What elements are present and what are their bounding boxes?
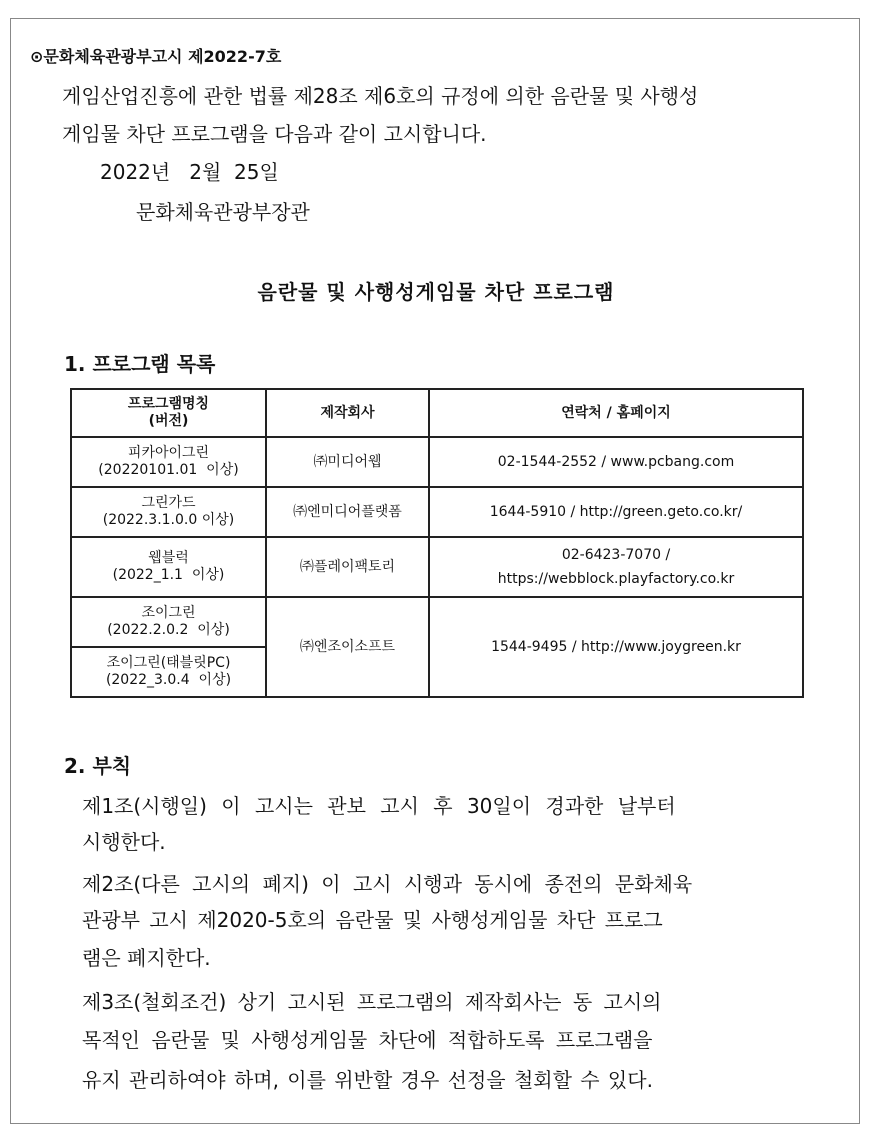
contact: 1544-9495 / http://www.joygreen.kr	[429, 597, 803, 697]
article-line: 유지 관리하여야 하며, 이를 위반할 경우 선정을 철회할 수 있다.	[82, 1068, 653, 1092]
column-header-company: 제작회사	[266, 389, 429, 437]
program-name: 조이그린(태블릿PC) (2022_3.0.4 이상)	[71, 647, 266, 697]
company: ㈜미디어웹	[266, 437, 429, 487]
table-row	[71, 437, 803, 487]
section1-heading: 1. 프로그램 목록	[64, 352, 216, 376]
program-name: 피카아이그린 (20220101.01 이상)	[71, 437, 266, 487]
intro-line: 게임산업진흥에 관한 법률 제28조 제6호의 규정에 의한 음란물 및 사행성	[62, 84, 699, 108]
intro-line: 게임물 차단 프로그램을 다음과 같이 고시합니다.	[62, 122, 487, 146]
article-line: 램은 폐지한다.	[82, 946, 211, 970]
program-name: 그린가드 (2022.3.1.0.0 이상)	[71, 487, 266, 537]
contact: 1644-5910 / http://green.geto.co.kr/	[429, 487, 803, 537]
table-header-row	[71, 389, 803, 437]
company: ㈜엔조이소프트	[266, 597, 429, 697]
contact: 02-6423-7070 / https://webblock.playfactory.co.kr	[429, 537, 803, 597]
company: ㈜엔미디어플랫폼	[266, 487, 429, 537]
article-line: 제3조(철회조건) 상기 고시된 프로그램의 제작회사는 동 고시의	[82, 990, 662, 1014]
company: ㈜플레이팩토리	[266, 537, 429, 597]
issuer: 문화체육관광부장관	[136, 200, 310, 224]
program-name: 조이그린 (2022.2.0.2 이상)	[71, 597, 266, 647]
column-header-contact: 연락처 / 홈페이지	[429, 389, 803, 437]
table-row	[71, 597, 803, 647]
contact: 02-1544-2552 / www.pcbang.com	[429, 437, 803, 487]
article-line: 시행한다.	[82, 830, 166, 854]
article-line: 목적인 음란물 및 사행성게임물 차단에 적합하도록 프로그램을	[82, 1028, 653, 1052]
section2-heading: 2. 부칙	[64, 754, 132, 778]
notice-header: ⊙문화체육관광부고시 제2022-7호	[30, 47, 282, 66]
program-table	[70, 388, 804, 698]
table-row	[71, 487, 803, 537]
column-header-name: 프로그램명칭 (버전)	[71, 389, 266, 437]
article-line: 제1조(시행일) 이 고시는 관보 고시 후 30일이 경과한 날부터	[82, 794, 676, 818]
article-line: 관광부 고시 제2020-5호의 음란물 및 사행성게임물 차단 프로그	[82, 908, 663, 932]
program-name: 웹블럭 (2022_1.1 이상)	[71, 537, 266, 597]
table-row	[71, 537, 803, 597]
notice-date: 2022년 2월 25일	[100, 160, 279, 184]
document-title: 음란물 및 사행성게임물 차단 프로그램	[257, 280, 615, 304]
article-line: 제2조(다른 고시의 폐지) 이 고시 시행과 동시에 종전의 문화체육	[82, 872, 693, 896]
